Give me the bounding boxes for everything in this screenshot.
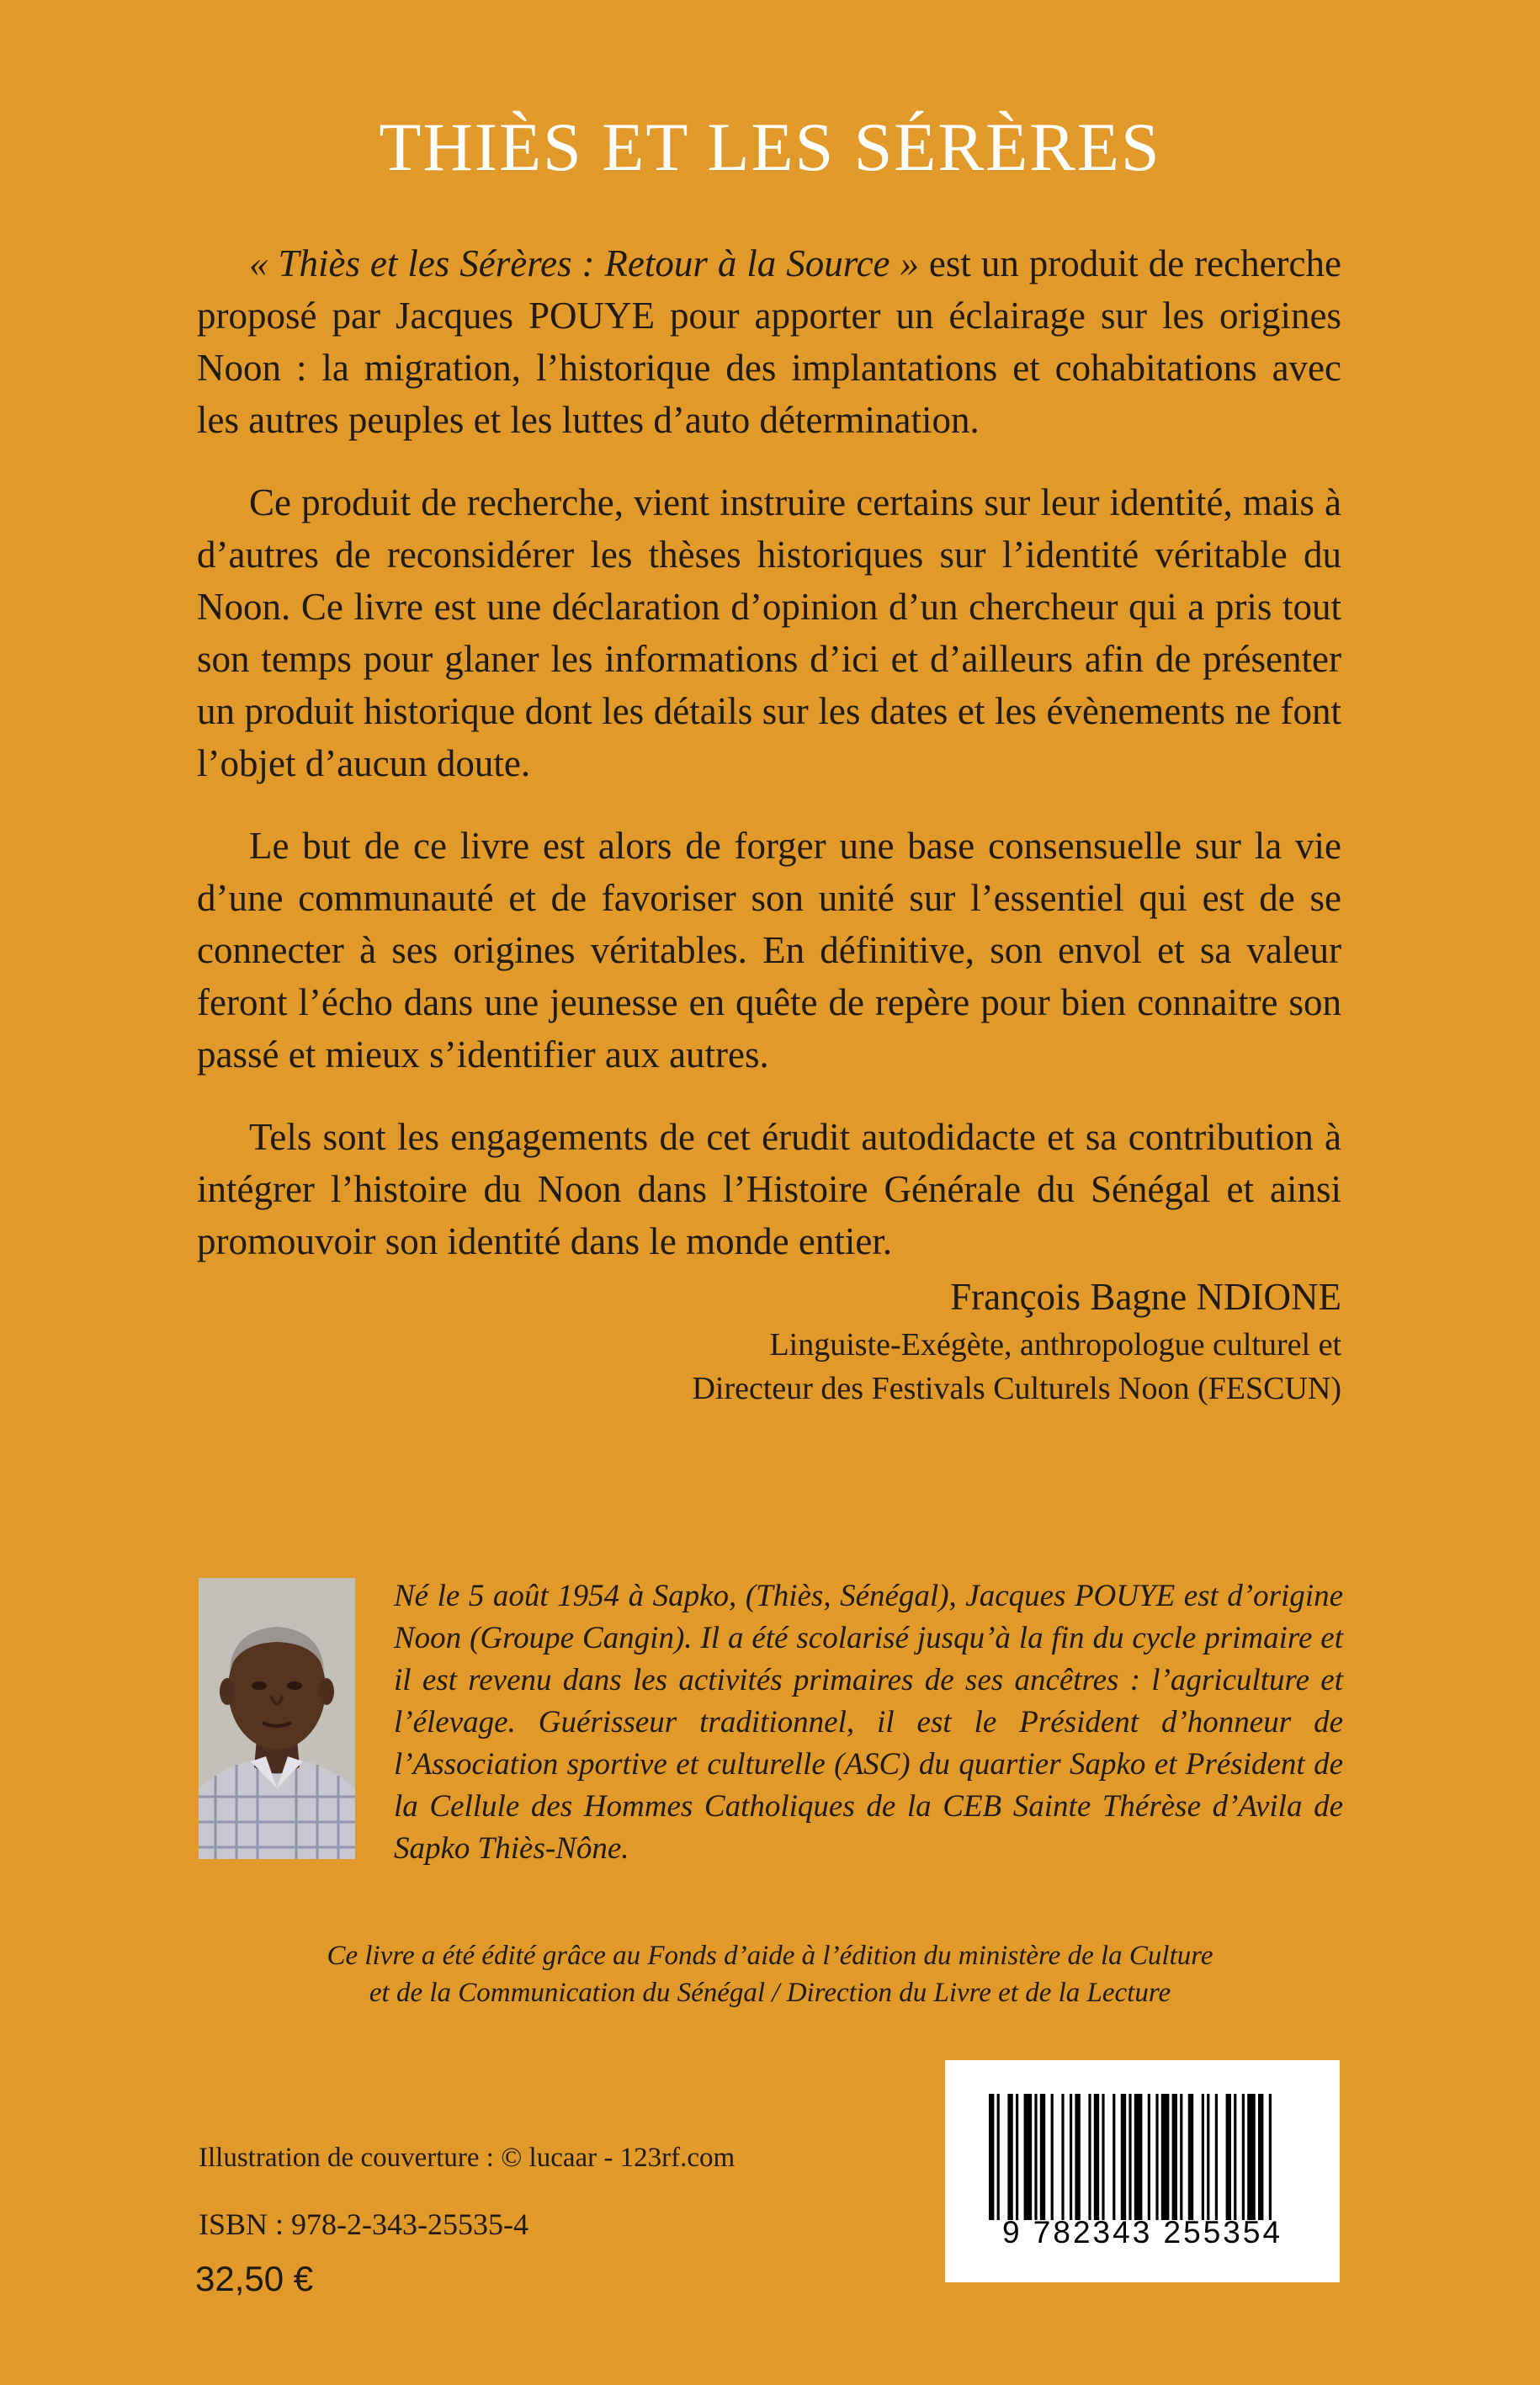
barcode-bar	[1161, 2094, 1170, 2220]
author-photo	[199, 1578, 355, 1859]
barcode-bar	[1102, 2094, 1104, 2220]
barcode-bar	[1016, 2094, 1018, 2220]
barcode-bar	[1242, 2094, 1245, 2220]
barcode-bar	[1247, 2094, 1256, 2220]
barcode-bar	[1180, 2094, 1182, 2220]
illustration-credit: Illustration de couverture : © lucaar - 123rf.com	[199, 2143, 735, 2173]
barcode-bar	[1034, 2094, 1037, 2220]
barcode-bar	[1051, 2094, 1054, 2220]
funding-line-1: Ce livre a été édité grâce au Fonds d’aide à l’édition du ministère de la Culture	[327, 1941, 1213, 1971]
paragraph-1-text: est un produit de recherche proposé par Jacques POUYE pour apporter un éclairage sur les origines Noon : la migration, l’historique des implantations et cohabitations avec les autres peuples et les luttes d’auto détermination.	[197, 242, 1341, 441]
barcode-bar	[1088, 2094, 1091, 2220]
barcode-bar	[1207, 2094, 1209, 2220]
barcode-bar	[1172, 2094, 1177, 2220]
paragraph-4: Tels sont les engagements de cet érudit autodidacte et sa contribution à intégrer l’histoire du Noon dans l’Histoire Générale du Sénégal et ainsi promouvoir son identité dans le monde entier.	[197, 1116, 1341, 1262]
paragraph-3: Le but de ce livre est alors de forger une base consensuelle sur la vie d’une communauté et de favoriser son unité sur l’essentiel qui est de se connecter à ses origines véritables. En définitive, son envol et sa valeur feront l’écho dans une jeunesse en quête de repère pour bien connaitre son passé et mieux s’identifier aux autres.	[197, 825, 1341, 1076]
barcode-bars	[989, 2094, 1297, 2220]
funding-notice	[0, 1937, 1540, 2011]
barcode-bar	[989, 2094, 994, 2220]
barcode	[945, 2060, 1340, 2282]
barcode-bar	[1155, 2094, 1158, 2220]
book-title-quote: « Thiès et les Sérères : Retour à la Source »	[249, 242, 919, 284]
barcode-bar	[1269, 2094, 1272, 2220]
blurb	[197, 237, 1341, 1298]
author-bio: Né le 5 août 1954 à Sapko, (Thiès, Sénégal), Jacques POUYE est d’origine Noon (Groupe Cangin). Il a été scolarisé jusqu’à la fin du cycle primaire et il est revenu dans les activités primaires de ses ancêtres : l’agriculture et l’élevage. Guérisseur traditionnel, il est le Président d’honneur de l’Association sportive et culturelle (ASC) du quartier Sapko et Président de la Cellule des Hommes Catholiques de la CEB Sainte Thérèse d’Avila de Sapko Thiès-Nône.	[394, 1579, 1343, 1866]
barcode-bar	[1094, 2094, 1099, 2220]
barcode-bar	[1215, 2094, 1218, 2220]
barcode-bar	[1188, 2094, 1193, 2220]
barcode-bar	[1070, 2094, 1072, 2220]
paragraph-1	[197, 237, 1341, 446]
book-title: THIÈS ET LES SÉRÈRES	[379, 109, 1161, 185]
barcode-bar	[1234, 2094, 1236, 2220]
barcode-bar	[1148, 2094, 1150, 2220]
signature-role-line-1: Linguiste-Exégète, anthropologue culturel et	[769, 1327, 1341, 1362]
barcode-bar	[1128, 2094, 1131, 2220]
paragraph-2: Ce produit de recherche, vient instruire certains sur leur identité, mais à d’autres de reconsidérer les thèses historiques sur l’identité véritable du Noon. Ce livre est une déclaration d’opinion d’un chercheur qui a pris tout son temps pour glaner les informations d’ici et d’ailleurs afin de présenter un produit historique dont les détails sur les dates et les évènements ne font l’objet d’aucun doute.	[197, 481, 1341, 784]
barcode-bar	[1121, 2094, 1126, 2220]
barcode-bar	[1040, 2094, 1045, 2220]
barcode-bar	[1226, 2094, 1231, 2220]
funding-line-2: et de la Communication du Sénégal / Direction du Livre et de la Lecture	[369, 1978, 1171, 2008]
price: 32,50 €	[195, 2259, 314, 2298]
barcode-bar	[1258, 2094, 1263, 2220]
barcode-bar	[1061, 2094, 1064, 2220]
signature-name: François Bagne NDIONE	[950, 1276, 1341, 1318]
barcode-bar	[1024, 2094, 1033, 2220]
signature-role-line-2: Directeur des Festivals Culturels Noon (FESCUN)	[692, 1371, 1341, 1406]
barcode-bar	[1113, 2094, 1115, 2220]
barcode-bar	[1007, 2094, 1012, 2220]
barcode-bar	[1134, 2094, 1143, 2220]
isbn: ISBN : 978-2-343-25535-4	[199, 2207, 528, 2241]
barcode-bar	[997, 2094, 1000, 2220]
barcode-digits: 9 782343 255354	[1001, 2215, 1283, 2250]
signature	[692, 1271, 1341, 1410]
barcode-bar	[1202, 2094, 1204, 2220]
barcode-bar	[1075, 2094, 1080, 2220]
